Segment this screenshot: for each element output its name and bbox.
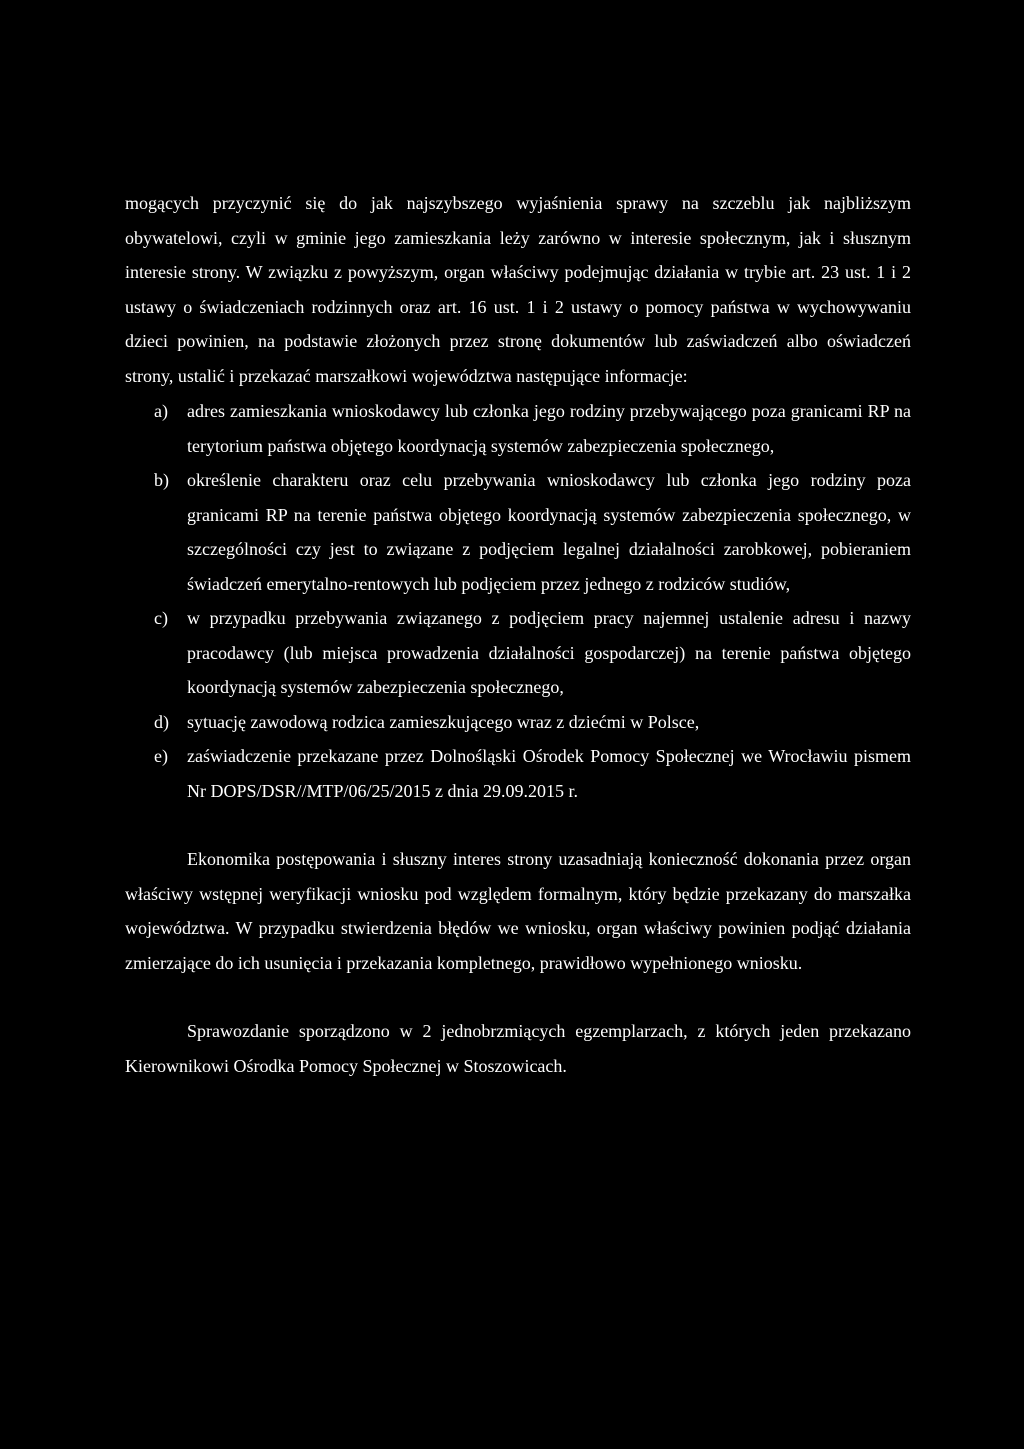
list-item-marker: c) bbox=[154, 608, 168, 628]
list-item-text: adres zamieszkania wnioskodawcy lub członka jego rodziny przebywającego poza granicami RP na terytorium państwa objętego koordynacją systemów zabezpieczenia społecznego, bbox=[187, 401, 911, 456]
list-item-text: zaświadczenie przekazane przez Dolnośląski Ośrodek Pomocy Społecznej we Wrocławiu pismem Nr DOPS/DSR//MTP/06/25/2015 z dnia 29.09.2015 r. bbox=[187, 746, 911, 801]
information-list bbox=[125, 394, 911, 808]
report-paragraph: Sprawozdanie sporządzono w 2 jednobrzmiących egzemplarzach, z których jeden przekazano Kierownikowi Ośrodka Pomocy Społecznej w Stoszowicach. bbox=[125, 1021, 911, 1076]
document-page bbox=[125, 186, 911, 1083]
list-item bbox=[125, 705, 911, 740]
list-item-text: sytuację zawodową rodzica zamieszkującego wraz z dziećmi w Polsce, bbox=[187, 711, 700, 732]
list-item bbox=[125, 739, 911, 808]
economy-paragraph: Ekonomika postępowania i słuszny interes strony uzasadniają konieczność dokonania przez organ właściwy wstępnej weryfikacji wniosku pod względem formalnym, który będzie przekazany do marszałka województwa. W przypadku stwierdzenia błędów we wniosku, organ właściwy powinien podjąć działania zmierzające do ich usunięcia i przekazania kompletnego, prawidłowo wypełnionego wniosku. bbox=[125, 849, 911, 973]
list-item bbox=[125, 394, 911, 463]
list-item-marker: e) bbox=[154, 746, 168, 766]
list-item-marker: a) bbox=[154, 401, 168, 421]
list-item bbox=[125, 601, 911, 705]
list-item-text: określenie charakteru oraz celu przebywania wnioskodawcy lub członka jego rodziny poza granicami RP na terenie państwa objętego koordynacją systemów zabezpieczenia społecznego, w szczególności czy jest to związane z podjęciem legalnej działalności zarobkowej, pobieraniem świadczeń emerytalno-rentowych lub podjęciem przez jednego z rodziców studiów, bbox=[187, 470, 911, 594]
list-item bbox=[125, 463, 911, 601]
list-item-marker: d) bbox=[154, 711, 169, 732]
intro-paragraph: mogących przyczynić się do jak najszybszego wyjaśnienia sprawy na szczeblu jak najbliższym obywatelowi, czyli w gminie jego zamieszkania leży zarówno w interesie społecznym, jak i słusznym interesie strony. W związku z powyższym, organ właściwy podejmując działania w trybie art. 23 ust. 1 i 2 ustawy o świadczeniach rodzinnych oraz art. 16 ust. 1 i 2 ustawy o pomocy państwa w wychowywaniu dzieci powinien, na podstawie złożonych przez stronę dokumentów lub zaświadczeń albo oświadczeń strony, ustalić i przekazać marszałkowi województwa następujące informacje: bbox=[125, 193, 911, 386]
list-item-marker: b) bbox=[154, 470, 169, 490]
list-item-text: w przypadku przebywania związanego z podjęciem pracy najemnej ustalenie adresu i nazwy pracodawcy (lub miejsca prowadzenia działalności gospodarczej) na terenie państwa objętego koordynacją systemów zabezpieczenia społecznego, bbox=[187, 608, 911, 697]
